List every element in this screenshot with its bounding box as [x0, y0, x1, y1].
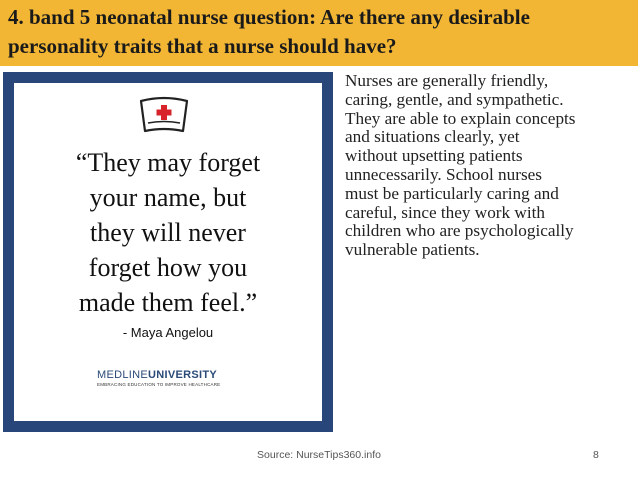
slide-header: [0, 0, 638, 66]
quote-card: [3, 72, 333, 432]
answer-line: without upsetting patients: [345, 146, 523, 166]
answer-text: [345, 72, 635, 260]
quote-line: your name, but: [89, 183, 247, 212]
slide-title: 4. band 5 neonatal nurse question: Are there any desirable personality traits that a nurse should have?: [8, 5, 530, 58]
answer-line: vulnerable patients.: [345, 240, 480, 260]
medline-university-logo: [97, 369, 220, 387]
logo-name: [97, 369, 220, 381]
quote-line: forget how you: [88, 253, 248, 282]
quote-line: made them feel.”: [78, 288, 258, 317]
answer-line: and situations clearly, yet: [345, 127, 520, 147]
nurse-cap-icon: [135, 95, 193, 135]
quote-attribution: - Maya Angelou: [122, 325, 214, 340]
logo-name-bold: UNIVERSITY: [148, 369, 218, 381]
answer-line: careful, since they work with: [345, 202, 545, 222]
logo-name-light: MEDLINE: [97, 369, 148, 381]
page-number: 8: [593, 449, 599, 461]
answer-line: Nurses are generally friendly,: [345, 71, 549, 90]
footer-source: Source: NurseTips360.info: [257, 449, 381, 461]
answer-line: unnecessarily. School nurses: [345, 164, 542, 184]
answer-line: children who are psychologically: [345, 221, 574, 241]
quote-card-inner: [14, 83, 322, 421]
answer-line: caring, gentle, and sympathetic.: [345, 89, 564, 109]
quote-line: they will never: [90, 218, 246, 247]
answer-line: They are able to explain concepts: [345, 108, 576, 128]
quote-text: [14, 145, 322, 320]
quote-line: “They may forget: [75, 148, 261, 177]
answer-line: must be particularly caring and: [345, 183, 559, 203]
logo-tagline: EMBRACING EDUCATION TO IMPROVE HEALTHCARE: [97, 382, 221, 387]
